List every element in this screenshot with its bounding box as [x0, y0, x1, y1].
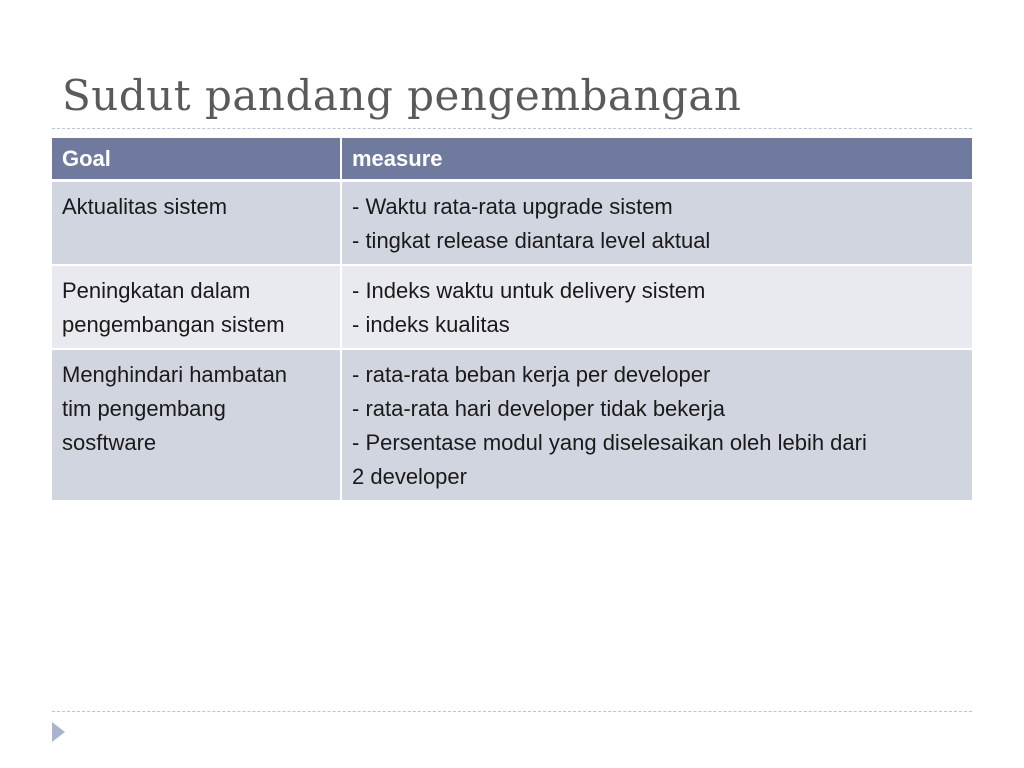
- measure-text: - indeks kualitas: [352, 312, 510, 337]
- slide-title: Sudut pandang pengembangan: [62, 71, 742, 120]
- measure-text: - rata-rata hari developer tidak bekerja: [352, 396, 725, 421]
- header-measure: measure: [341, 138, 972, 181]
- goal-text: sosftware: [62, 430, 157, 455]
- goal-text: Aktualitas sistem: [62, 194, 228, 219]
- title-divider: [52, 128, 972, 129]
- measure-text: - Waktu rata-rata upgrade sistem: [352, 194, 673, 219]
- measure-text: - Indeks waktu untuk delivery sistem: [352, 278, 706, 303]
- measure-text: - Persentase modul yang diselesaikan oleh lebih dari: [352, 430, 867, 455]
- measure-text: - rata-rata beban kerja per developer: [352, 362, 711, 387]
- goal-text: tim pengembang: [62, 396, 226, 421]
- measure-cell: [341, 181, 972, 266]
- goal-text: pengembangan sistem: [62, 312, 285, 337]
- table-row: [52, 265, 972, 349]
- table-row: [52, 181, 972, 266]
- goal-text: Peningkatan dalam: [62, 278, 251, 303]
- measure-cell: [341, 349, 972, 501]
- goal-cell: [52, 265, 341, 349]
- measure-text: 2 developer: [352, 464, 467, 489]
- measure-text: - tingkat release diantara level aktual: [352, 228, 711, 253]
- table-header-row: [52, 138, 972, 181]
- table-row: [52, 349, 972, 501]
- goal-measure-table: [52, 138, 972, 502]
- footer-divider: [52, 711, 972, 712]
- goal-text: Menghindari hambatan: [62, 362, 288, 387]
- goal-cell: [52, 349, 341, 501]
- goal-cell: [52, 181, 341, 266]
- header-goal: Goal: [52, 138, 341, 181]
- measure-cell: [341, 265, 972, 349]
- triangle-right-icon: [52, 722, 65, 742]
